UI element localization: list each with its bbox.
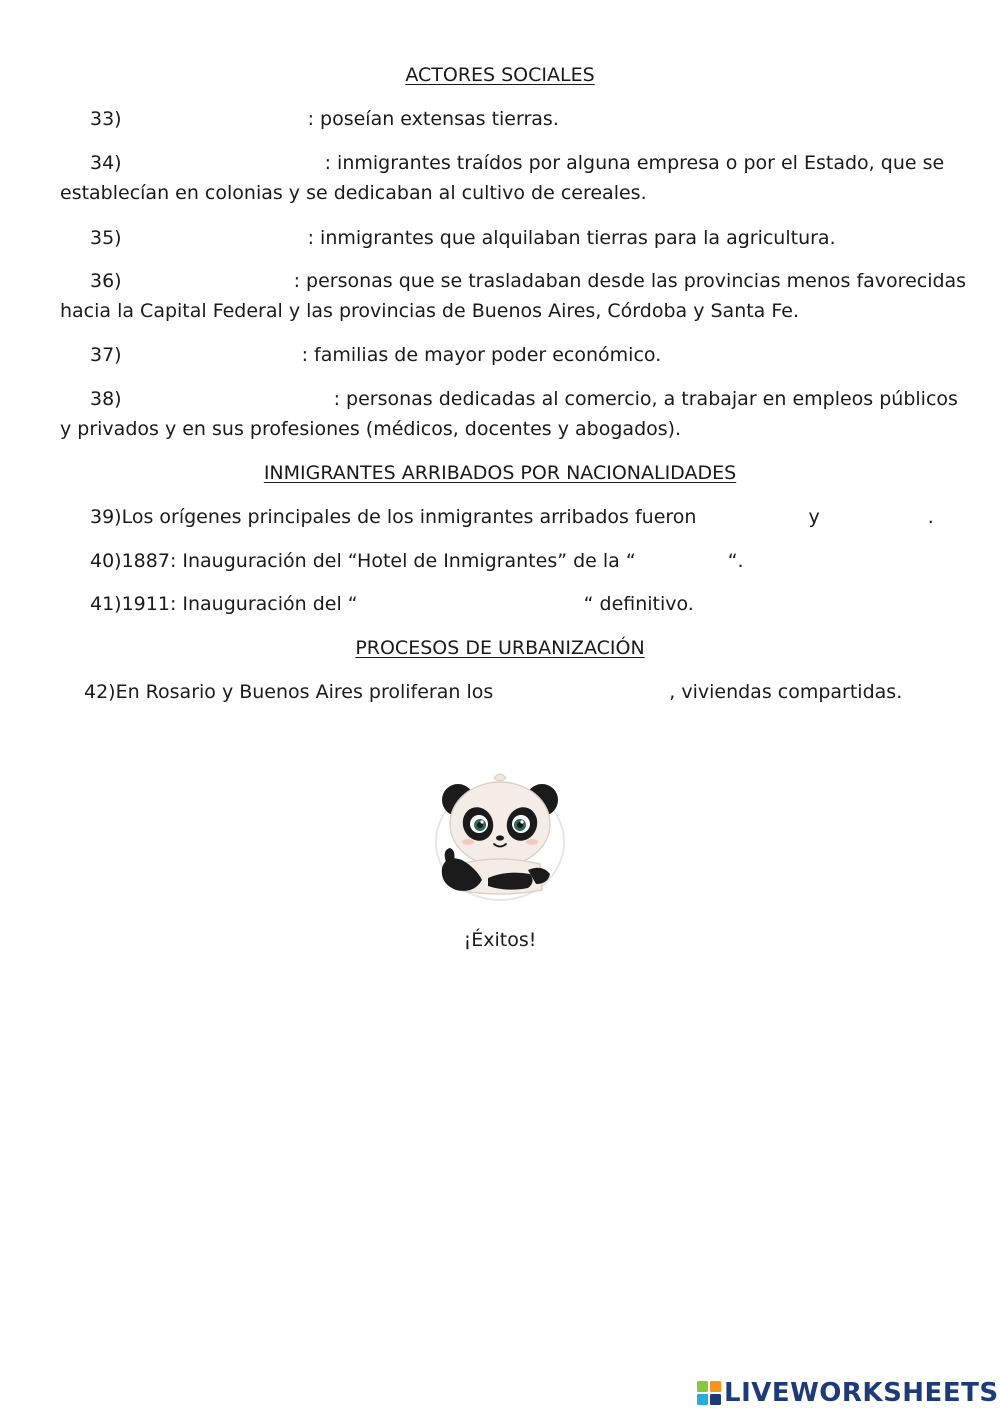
question-text: : personas dedicadas al comercio, a trabajar en empleos públicos [333, 388, 958, 410]
panda-sticker-image [432, 770, 568, 902]
question-35 [90, 226, 836, 250]
question-end: “. [727, 550, 744, 572]
question-number: 38) [90, 388, 122, 410]
question-number: 34) [90, 152, 122, 174]
question-end: , viviendas compartidas. [669, 681, 903, 703]
question-text: 39)Los orígenes principales de los inmigrantes arribados fueron [90, 506, 697, 528]
section-title-urbanizacion: PROCESOS DE URBANIZACIÓN [355, 637, 645, 659]
question-38 [90, 387, 958, 411]
question-40 [90, 549, 744, 573]
question-text: : inmigrantes traídos por alguna empresa o por el Estado, que se [324, 152, 945, 174]
question-39 [90, 505, 934, 529]
section-title-inmigrantes: INMIGRANTES ARRIBADOS POR NACIONALIDADES [263, 462, 737, 484]
closing-message: ¡Éxitos! [463, 929, 537, 951]
question-end: “ definitivo. [583, 593, 694, 615]
question-34 [90, 151, 944, 175]
question-text: 41)1911: Inauguración del “ [90, 593, 358, 615]
question-38-continuation: y privados y en sus profesiones (médicos, docentes y abogados). [60, 418, 682, 440]
liveworksheets-logo-icon [697, 1381, 721, 1405]
question-text: : poseían extensas tierras. [307, 108, 559, 130]
question-34-continuation: establecían en colonias y se dedicaban al cultivo de cereales. [60, 182, 647, 204]
question-42 [84, 680, 902, 704]
question-text: : personas que se trasladaban desde las provincias menos favorecidas [293, 270, 967, 292]
question-33 [90, 107, 559, 131]
section-title-actores-sociales: ACTORES SOCIALES [405, 64, 595, 86]
question-text: 40)1887: Inauguración del “Hotel de Inmigrantes” de la “ [90, 550, 636, 572]
question-text: : inmigrantes que alquilaban tierras para la agricultura. [307, 227, 836, 249]
question-text: : familias de mayor poder económico. [301, 344, 662, 366]
question-text: 42)En Rosario y Buenos Aires proliferan los [84, 681, 494, 703]
question-number: 35) [90, 227, 122, 249]
liveworksheets-logo-text: LIVEWORKSHEETS [724, 1378, 999, 1408]
question-41 [90, 592, 694, 616]
question-number: 36) [90, 270, 122, 292]
question-connector: y [808, 506, 820, 528]
question-36-continuation: hacia la Capital Federal y las provincias de Buenos Aires, Córdoba y Santa Fe. [60, 300, 799, 322]
question-37 [90, 343, 661, 367]
question-number: 33) [90, 108, 122, 130]
question-number: 37) [90, 344, 122, 366]
question-36 [90, 269, 966, 293]
liveworksheets-logo [697, 1378, 999, 1408]
question-end: . [927, 506, 934, 528]
